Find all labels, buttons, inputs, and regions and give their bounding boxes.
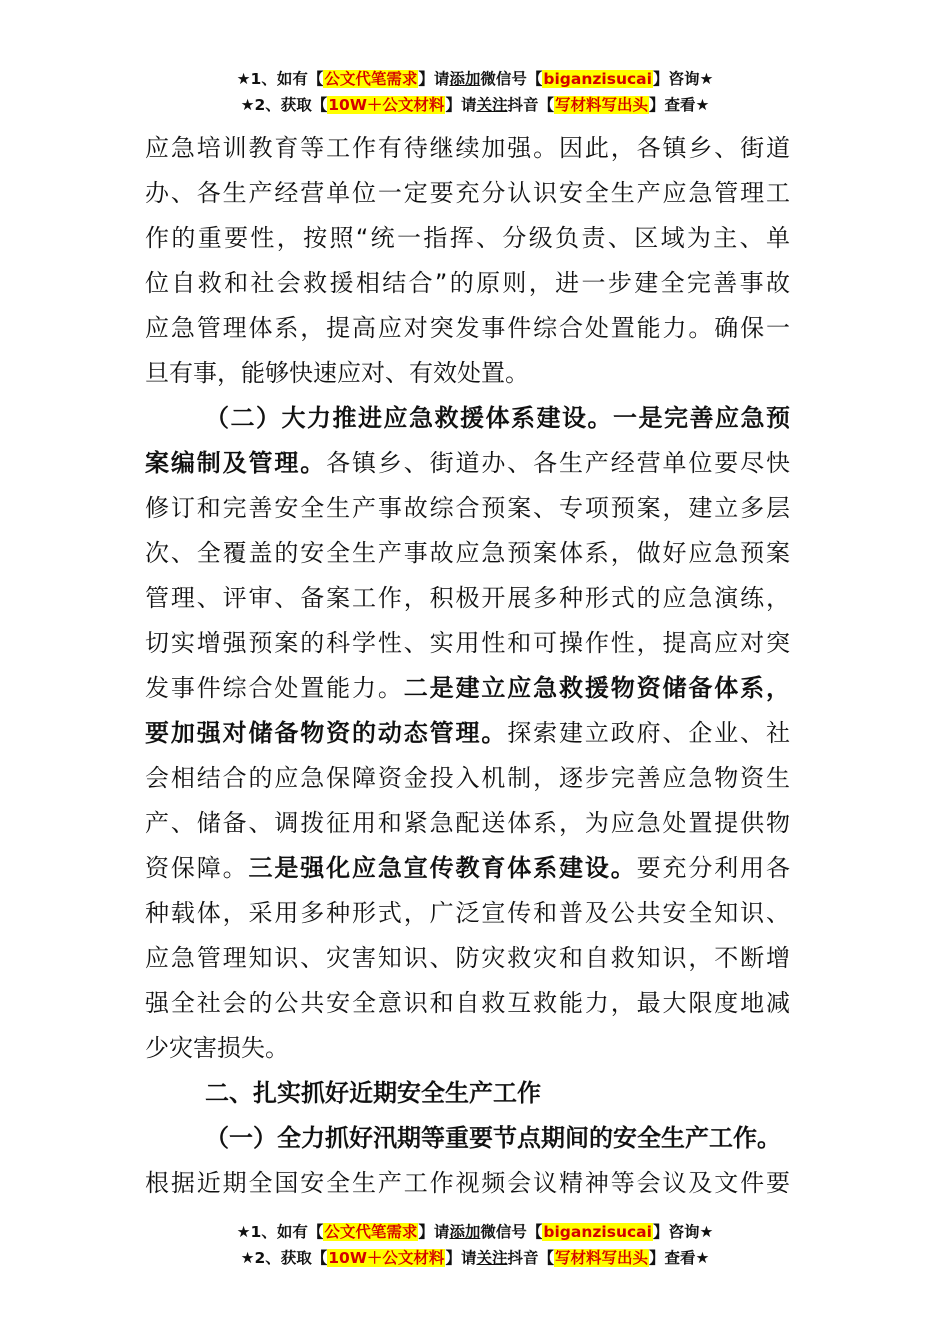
- top-promo-banner: [0, 66, 950, 118]
- highlight-text: 公文代笔需求: [324, 1223, 418, 1241]
- promo-line-2: ★2、获取【10W＋公文材料】请关注抖音【写材料写出头】查看★: [240, 1249, 710, 1267]
- promo-line-1: ★1、如有【公文代笔需求】请添加微信号【biganzisucai】咨询★: [236, 1223, 714, 1241]
- wechat-id-highlight: biganzisucai: [543, 1223, 652, 1241]
- sub-heading: （一）全力抓好汛期等重要节点期间的安全生产工作。: [205, 1124, 781, 1152]
- promo-line-1: ★1、如有【公文代笔需求】请添加微信号【biganzisucai】咨询★: [236, 70, 714, 88]
- highlight-text: 10W＋公文材料: [328, 96, 445, 114]
- paragraph-2: （二）大力推进应急救援体系建设。一是完善应急预 案编制及管理。各镇乡、街道办、各生产经营单位要尽快 修订和完善安全生产事故综合预案、专项预案，建立多层 次、全覆盖的安全生产事故应急预案体系，做好应急预案 管理、评审、备案工作，积极开展多种形式的应急演练， 切实增强预案的科学性、实用性和可操作性，提高应对突 发事件综合处置能力。二是建立应急救援物资储备体系， 要加强对储备物资的动态管理。探索建立政府、企业、社 会相结合的应急保障资金投入机制，逐步完善应急物资生 产、储备、调拨征用和紧急配送体系，为应急处置提供物 资保障。三是强化应急宣传教育体系建设。要充分利用各 种载体，采用多种形式，广泛宣传和普及公共安全知识、 应急管理知识、灾害知识、防灾救灾和自救知识，不断增 强全社会的公共安全意识和自救互救能力，最大限度地减 少灾害损失。: [145, 404, 790, 1062]
- paragraph-1: 应急培训教育等工作有待继续加强。因此，各镇乡、街道 办、各生产经营单位一定要充分认识安全生产应急管理工 作的重要性，按照“统一指挥、分级负责、区域为主、单 位自救和社会救援相结合”的原则，进一步建全完善事故 应急管理体系，提高应对突发事件综合处置能力。确保一 旦有事，能够快速应对、有效处置。: [145, 134, 790, 387]
- section-subheading: （二）大力推进应急救援体系建设。一是完善应急预: [205, 404, 790, 432]
- section-heading: 二、扎实抓好近期安全生产工作: [205, 1079, 541, 1107]
- paragraph-3: （一）全力抓好汛期等重要节点期间的安全生产工作。 根据近期全国安全生产工作视频会议精神等会议及文件要: [145, 1124, 790, 1197]
- underlined-text: 添加: [449, 1223, 481, 1241]
- highlight-text: 公文代笔需求: [324, 70, 418, 88]
- bottom-promo-banner: [0, 1219, 950, 1271]
- document-body: [145, 126, 790, 1206]
- douyin-id-highlight: 写材料写出头: [554, 96, 648, 114]
- highlight-text: 10W＋公文材料: [328, 1249, 445, 1267]
- underlined-text: 关注: [476, 96, 508, 114]
- underlined-text: 关注: [476, 1249, 508, 1267]
- wechat-id-highlight: biganzisucai: [543, 70, 652, 88]
- douyin-id-highlight: 写材料写出头: [554, 1249, 648, 1267]
- promo-line-2: ★2、获取【10W＋公文材料】请关注抖音【写材料写出头】查看★: [240, 96, 710, 114]
- underlined-text: 添加: [449, 70, 481, 88]
